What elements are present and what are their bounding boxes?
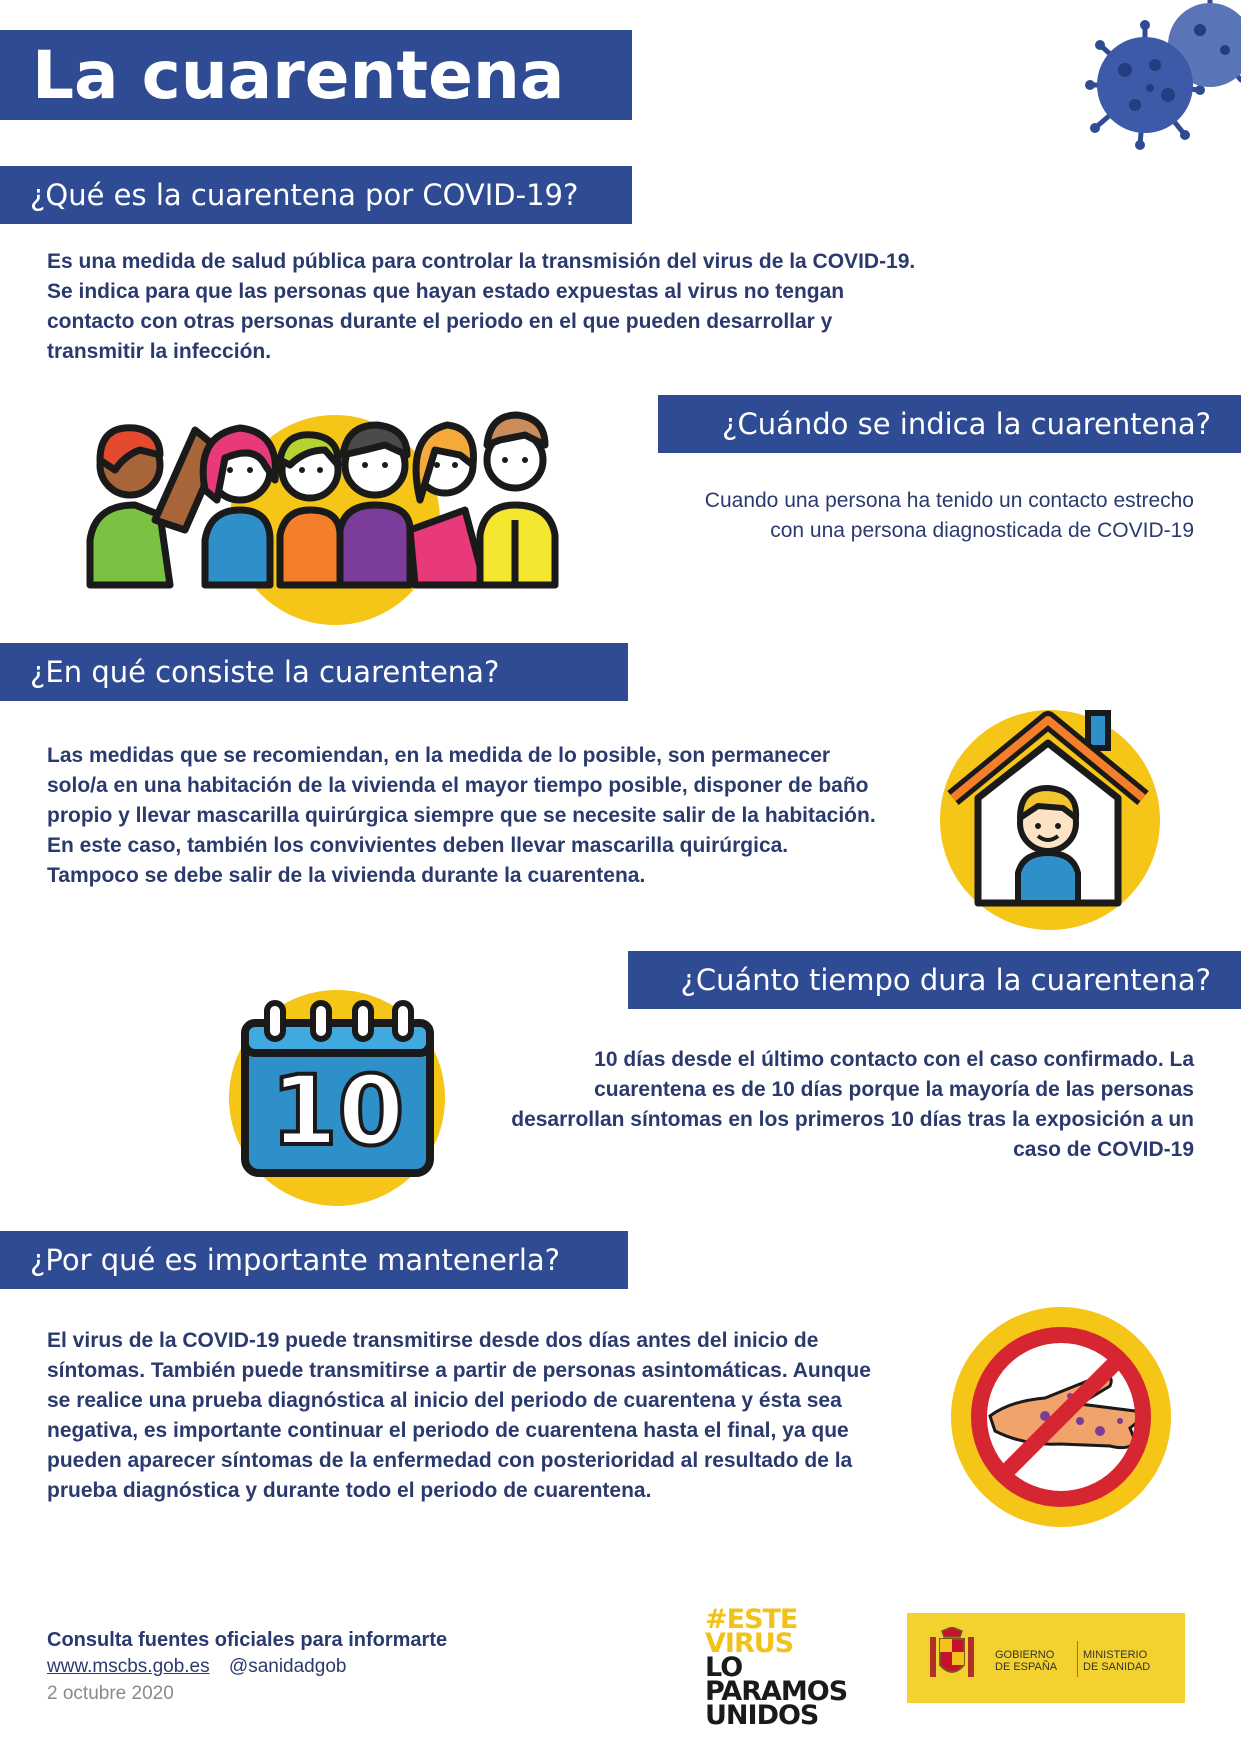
footer-title: Consulta fuentes oficiales para informarte xyxy=(47,1629,448,1651)
virus-icon xyxy=(1050,0,1241,150)
people-group-icon xyxy=(85,410,635,630)
gobierno-text: GOBIERNO DE ESPAÑA xyxy=(995,1649,1058,1673)
section-heading-consist: ¿En qué consiste la cuarentena? xyxy=(0,643,628,701)
page-title: La cuarentena xyxy=(0,30,632,120)
section-text-importance: El virus de la COVID-19 puede transmitirse desde dos días antes del inicio de síntomas. También puede transmitirse a partir de personas asintomáticas. Aunque se realice una prueba diagnóstica al inicio del periodo de cuarentena y ésta sea negativa, es importante continuar el periodo de cuarentena hasta el final, ya que pueden aparecer síntomas de la enfermedad con posterioridad al resultado de la prueba diagnóstica y durante todo el periodo de cuarentena. xyxy=(47,1329,871,1502)
stay-home-icon xyxy=(938,708,1163,933)
calendar-icon xyxy=(225,988,450,1208)
government-logo xyxy=(907,1613,1185,1703)
ministerio-text: MINISTERIO DE SANIDAD xyxy=(1083,1649,1151,1673)
section-text-duration: 10 días desde el último contacto con el caso confirmado. La cuarentena es de 10 días porque la mayoría de las personas desarrollan síntomas en los primeros 10 días tras la exposición a un caso de COVID-19 xyxy=(511,1048,1194,1161)
coat-of-arms-icon xyxy=(922,1627,982,1687)
section-text-consist: Las medidas que se recomiendan, en la medida de lo posible, son permanecer solo/a en una habitación de la vivienda el mayor tiempo posible, disponer de baño propio y llevar mascarilla quirúrgica siempre que se necesite salir de la habitación. En este caso, también los convivientes deben llevar mascarilla quirúrgica. Tampoco se debe salir de la vivienda durante la cuarentena. xyxy=(47,744,876,887)
section-heading-duration: ¿Cuánto tiempo dura la cuarentena? xyxy=(628,951,1241,1009)
logo-divider xyxy=(1077,1641,1078,1677)
section-text-what: Es una medida de salud pública para controlar la transmisión del virus de la COVID-19. Se indica para que las personas que hayan estado expuestas al virus no tengan contacto con otras personas durante el periodo en el que pueden desarrollar y transmitir la infección. xyxy=(47,250,916,363)
section-text-when: Cuando una persona ha tenido un contacto estrecho con una persona diagnosticada de COVID-19 xyxy=(704,489,1194,542)
section-heading-importance: ¿Por qué es importante mantenerla? xyxy=(0,1231,628,1289)
section-heading-what: ¿Qué es la cuarentena por COVID-19? xyxy=(0,166,632,224)
footer-date: 2 octubre 2020 xyxy=(47,1683,174,1704)
calendar-number: 10 xyxy=(270,1055,405,1167)
website-link[interactable]: www.mscbs.gob.es xyxy=(47,1656,210,1677)
no-contact-icon xyxy=(950,1306,1172,1528)
section-heading-when: ¿Cuándo se indica la cuarentena? xyxy=(658,395,1241,453)
twitter-handle[interactable]: @sanidadgob xyxy=(228,1656,347,1677)
slogan-logo: #ESTE VIRUS LO PARAMOS UNIDOS xyxy=(705,1604,848,1731)
footer-links xyxy=(47,1656,346,1678)
